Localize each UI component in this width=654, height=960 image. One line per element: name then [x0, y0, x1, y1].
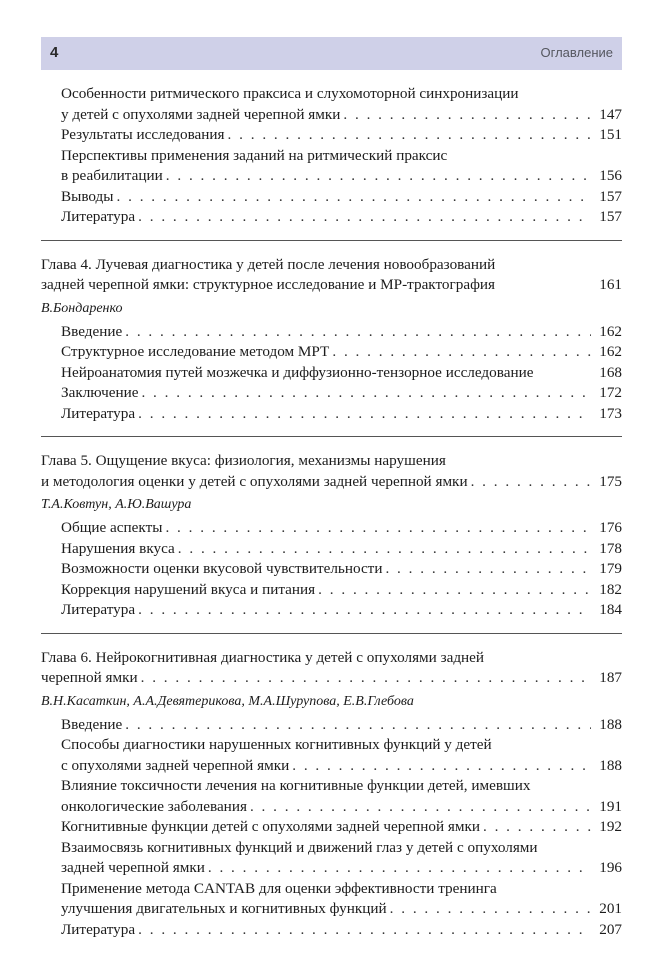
page-ref: 161	[599, 276, 622, 293]
entry-title-line: Литература	[61, 208, 136, 225]
dot-leader	[390, 899, 591, 920]
entry-title-line: Применение метода CANTAB для оценки эффективности тренинга	[61, 879, 497, 897]
entry-title-line: Когнитивные функции детей с опухолями задней черепной ямки	[61, 818, 480, 835]
toc-entry	[41, 817, 622, 838]
entry-title-line: Литература	[61, 404, 136, 422]
entry-title-line: Структурное исследование методом МРТ	[61, 343, 330, 360]
dot-leader	[208, 858, 591, 879]
page-ref: 192	[599, 818, 622, 835]
entry-title-line: Литература	[61, 920, 136, 938]
page-ref: 201	[599, 900, 622, 917]
entry-title-line: в реабилитации	[61, 167, 163, 184]
page-ref: 173	[599, 404, 622, 422]
entry-title-line: Нарушения вкуса	[61, 539, 175, 557]
page-ref: 157	[599, 187, 622, 205]
toc-entry	[41, 322, 622, 343]
dot-leader	[332, 342, 591, 363]
page-ref: 188	[599, 756, 622, 774]
page-ref: 182	[599, 580, 622, 598]
running-title: Оглавление	[540, 45, 613, 60]
page-ref: 191	[599, 797, 622, 815]
toc-entry	[41, 735, 622, 776]
toc-entry	[41, 600, 622, 621]
entry-title-line: Нейроанатомия путей мозжечка и диффузионно-тензорное исследование	[61, 363, 534, 381]
dot-leader	[141, 668, 591, 689]
toc-entry	[41, 187, 622, 208]
header-bar	[41, 37, 622, 70]
entry-title-line: Общие аспекты	[61, 519, 163, 536]
page-ref: 184	[599, 601, 622, 618]
section-divider	[41, 633, 622, 634]
toc-section	[41, 633, 622, 941]
entry-title-line: задней черепной ямки	[61, 859, 205, 876]
toc-entry	[41, 920, 622, 941]
toc-entry	[41, 146, 622, 187]
page-ref: 207	[599, 920, 622, 938]
page-ref: 175	[599, 472, 622, 490]
dot-leader	[125, 322, 591, 343]
page-ref: 178	[599, 539, 622, 557]
toc-section	[41, 84, 622, 228]
entry-title-line: Глава 6. Нейрокогнитивная диагностика у детей с опухолями задней	[41, 648, 485, 666]
page-ref: 151	[599, 126, 622, 143]
page-ref: 168	[599, 363, 622, 381]
entry-title-line: черепной ямки	[41, 669, 138, 686]
section-divider	[41, 436, 622, 437]
dot-leader	[483, 817, 591, 838]
toc-entry	[41, 715, 622, 736]
page-ref: 162	[599, 322, 622, 340]
entry-title-line: Коррекция нарушений вкуса и питания	[61, 580, 316, 598]
entry-title-line: Литература	[61, 601, 136, 618]
dot-leader	[178, 539, 591, 560]
toc-entry	[41, 776, 622, 817]
toc-entry	[41, 879, 622, 920]
dot-leader	[165, 518, 591, 539]
page-ref: 156	[599, 167, 622, 184]
toc-entry	[41, 342, 622, 363]
section-divider	[41, 240, 622, 241]
entry-title-line: Введение	[61, 322, 123, 340]
toc-entry	[41, 580, 622, 601]
dot-leader	[292, 756, 591, 777]
entry-title-line: и методология оценки у детей с опухолями задней черепной ямки	[41, 472, 468, 490]
chapter-heading	[41, 648, 622, 689]
chapter-authors: В.Н.Касаткин, А.А.Девятерикова, М.А.Шурупова, Е.В.Глебова	[41, 693, 414, 709]
chapter-authors: В.Бондаренко	[41, 300, 123, 316]
toc-section	[41, 240, 622, 425]
dot-leader	[385, 559, 591, 580]
dot-leader	[318, 580, 591, 601]
entry-title-line: Взаимосвязь когнитивных функций и движений глаз у детей с опухолями	[61, 838, 538, 856]
chapter-heading	[41, 451, 622, 492]
entry-title-line: Возможности оценки вкусовой чувствительности	[61, 560, 383, 577]
toc-entry	[41, 838, 622, 879]
entry-title-line: онкологические заболевания	[61, 797, 247, 815]
entry-title-line: у детей с опухолями задней черепной ямки	[61, 105, 341, 123]
chapter-authors: Т.А.Ковтун, А.Ю.Вашура	[41, 497, 192, 512]
page-ref: 157	[599, 208, 622, 225]
entry-title-line: с опухолями задней черепной ямки	[61, 756, 290, 774]
page-ref: 187	[599, 669, 622, 686]
page-ref: 147	[599, 105, 622, 123]
dot-leader	[138, 600, 591, 621]
entry-title-line: Заключение	[61, 384, 139, 401]
dot-leader	[138, 207, 591, 228]
toc-entry	[41, 125, 622, 146]
toc-entry	[41, 559, 622, 580]
toc-entry	[41, 539, 622, 560]
toc-entry	[41, 363, 622, 384]
entry-title-line: Способы диагностики нарушенных когнитивных функций у детей	[61, 736, 492, 753]
dot-leader	[125, 715, 591, 736]
toc-entry	[41, 383, 622, 404]
table-of-contents	[41, 84, 622, 940]
page-ref: 172	[599, 384, 622, 401]
page-number: 4	[50, 44, 59, 61]
page-ref: 188	[599, 715, 622, 733]
entry-title-line: Результаты исследования	[61, 126, 225, 143]
entry-title-line: Влияние токсичности лечения на когнитивные функции детей, имевших	[61, 777, 531, 794]
page-ref: 179	[599, 560, 622, 577]
toc-entry	[41, 84, 622, 125]
entry-title-line: Глава 5. Ощущение вкуса: физиология, механизмы нарушения	[41, 452, 446, 469]
toc-entry	[41, 404, 622, 425]
dot-leader	[138, 404, 591, 425]
dot-leader	[141, 383, 591, 404]
page-ref: 162	[599, 343, 622, 360]
entry-title-line: задней черепной ямки: структурное исследование и МР-трактография	[41, 276, 496, 293]
dot-leader	[471, 472, 591, 493]
entry-title-line: улучшения двигательных и когнитивных функций	[61, 900, 387, 917]
dot-leader	[343, 105, 591, 126]
dot-leader	[228, 125, 591, 146]
dot-leader	[250, 797, 591, 818]
chapter-heading	[41, 255, 622, 296]
toc-section	[41, 436, 622, 621]
entry-title-line: Перспективы применения заданий на ритмический праксис	[61, 146, 448, 164]
entry-title-line: Введение	[61, 715, 123, 733]
dot-leader	[138, 920, 591, 941]
dot-leader	[117, 187, 592, 208]
page-ref: 196	[599, 859, 622, 876]
entry-title-line: Глава 4. Лучевая диагностика у детей после лечения новообразований	[41, 255, 496, 273]
toc-entry	[41, 518, 622, 539]
page-ref: 176	[599, 519, 622, 536]
entry-title-line: Выводы	[61, 187, 114, 205]
entry-title-line: Особенности ритмического праксиса и слухомоторной синхронизации	[61, 85, 519, 102]
dot-leader	[166, 166, 591, 187]
toc-entry	[41, 207, 622, 228]
